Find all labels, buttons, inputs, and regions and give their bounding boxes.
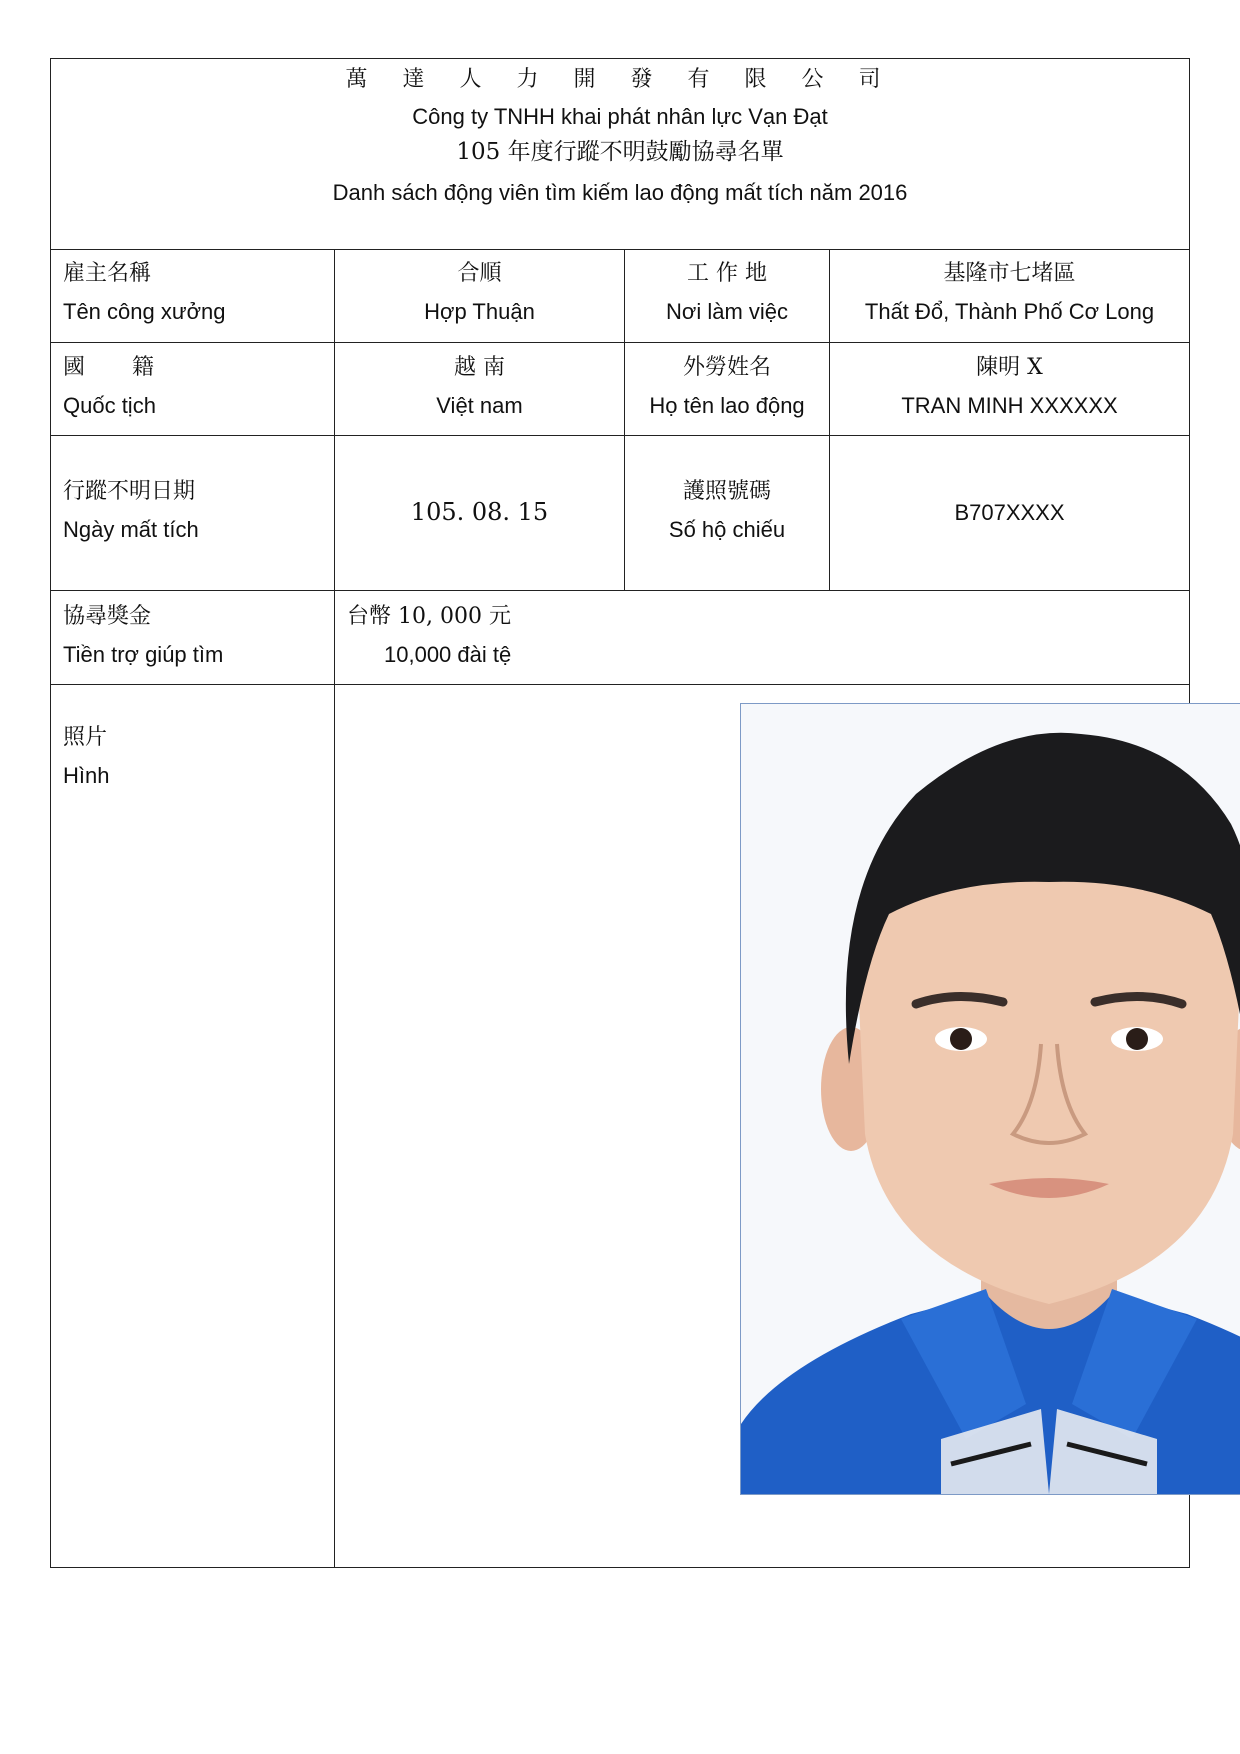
passport-value-cell	[830, 436, 1189, 590]
passport-label-vi: Số hộ chiếu	[668, 517, 786, 542]
workplace-value-vi: Thất Đổ, Thành Phố Cơ Long	[864, 299, 1155, 324]
reward-value-zh: 台幣 10, 000 元	[347, 604, 511, 629]
company-name-vi: Công ty TNHH khai phát nhân lực Vạn Đạt	[412, 104, 828, 129]
worker-photo	[740, 703, 1240, 1495]
missing-worker-form	[50, 58, 1190, 1568]
employer-value-cell	[335, 249, 625, 342]
missing-date-value: 105. 08. 15	[410, 498, 549, 526]
worker-name-label-zh: 外勞姓名	[682, 355, 771, 380]
nationality-label-vi: Quốc tịch	[63, 393, 156, 418]
nationality-value-vi: Việt nam	[436, 393, 523, 418]
nationality-label-zh: 國 籍	[63, 355, 154, 380]
passport-value: B707XXXX	[954, 500, 1065, 525]
employer-label-cell	[51, 249, 335, 342]
row-photo	[51, 685, 1189, 1567]
missing-date-value-cell	[335, 436, 625, 590]
reward-label-cell	[51, 591, 335, 684]
missing-date-label-cell	[51, 436, 335, 590]
nationality-value-cell	[335, 343, 625, 435]
employer-value-zh: 合順	[457, 261, 502, 286]
worker-name-value-vi: TRAN MINH XXXXXX	[901, 393, 1118, 418]
worker-name-value-cell	[830, 343, 1189, 435]
photo-label-cell	[51, 685, 335, 1567]
missing-date-label-zh: 行蹤不明日期	[63, 479, 196, 504]
employer-label-zh: 雇主名稱	[63, 261, 152, 286]
photo-label-vi: Hình	[63, 763, 110, 788]
portrait-illustration	[741, 704, 1240, 1494]
employer-value-vi: Hợp Thuận	[424, 299, 535, 324]
photo-label-zh: 照片	[63, 725, 108, 750]
missing-date-label-vi: Ngày mất tích	[63, 517, 199, 542]
list-title-vi: Danh sách động viên tìm kiếm lao động mất tích năm 2016	[332, 180, 908, 205]
worker-name-value-zh: 陳明 X	[976, 355, 1043, 380]
reward-label-zh: 協尋獎金	[63, 604, 152, 629]
company-name-zh: 萬 達 人 力 開 發 有 限 公 司	[345, 67, 895, 92]
workplace-label-zh: 工 作 地	[687, 261, 767, 286]
passport-label-cell	[625, 436, 830, 590]
passport-label-zh: 護照號碼	[682, 479, 771, 504]
photo-cell	[335, 685, 1189, 1567]
workplace-value-zh: 基隆市七堵區	[943, 261, 1076, 286]
workplace-label-vi: Nơi làm việc	[666, 299, 788, 324]
row-nationality	[51, 343, 1189, 436]
nationality-value-zh: 越 南	[454, 355, 505, 380]
reward-value-cell	[335, 591, 1189, 684]
reward-value-vi: 10,000 đài tệ	[384, 642, 512, 667]
row-missing-date	[51, 436, 1189, 591]
nationality-label-cell	[51, 343, 335, 435]
form-header	[51, 59, 1189, 250]
reward-label-vi: Tiền trợ giúp tìm	[63, 642, 224, 667]
row-employer	[51, 249, 1189, 343]
workplace-value-cell	[830, 249, 1189, 342]
list-title-zh: 105 年度行蹤不明鼓勵協尋名單	[456, 139, 784, 165]
row-reward	[51, 591, 1189, 685]
workplace-label-cell	[625, 249, 830, 342]
employer-label-vi: Tên công xưởng	[63, 299, 226, 324]
worker-name-label-vi: Họ tên lao động	[649, 393, 805, 418]
worker-name-label-cell	[625, 343, 830, 435]
